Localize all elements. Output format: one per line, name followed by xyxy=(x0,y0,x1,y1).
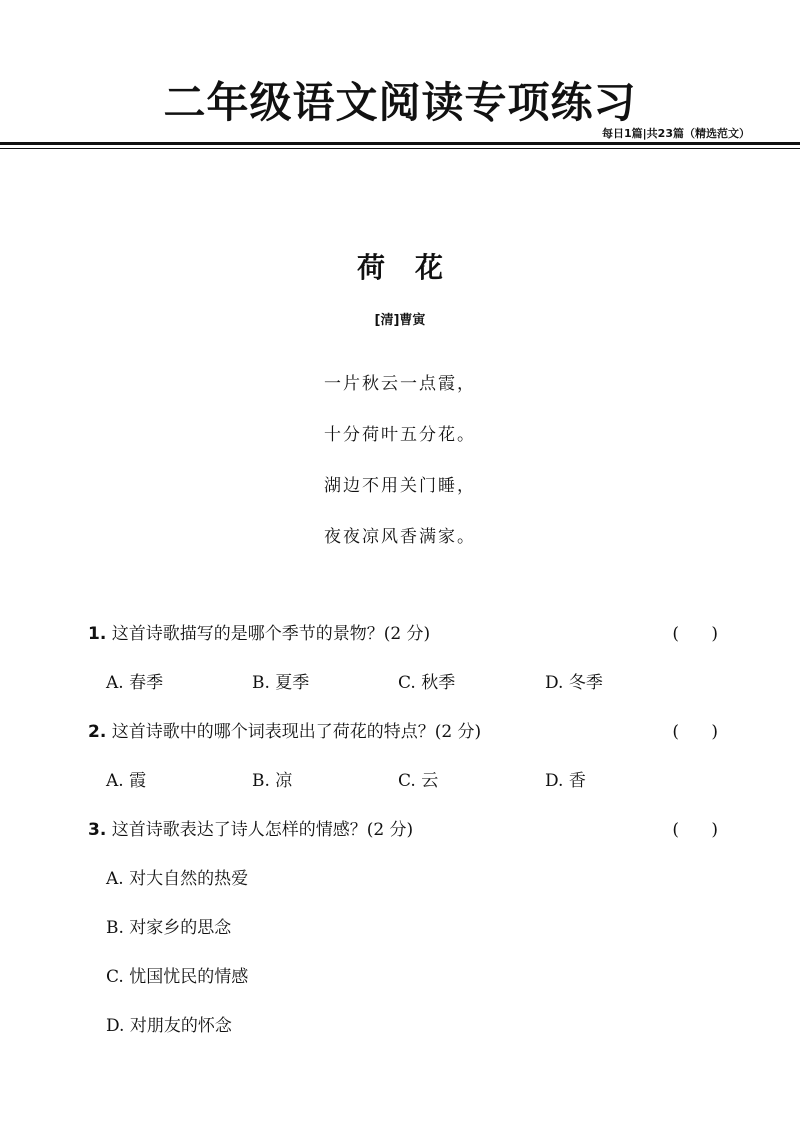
question-text: 这首诗歌描写的是哪个季节的景物？(2 分) xyxy=(111,624,431,644)
question-number: 1. xyxy=(88,624,107,644)
poem-line: 一片秋云一点霞， xyxy=(324,374,476,394)
option-b[interactable]: B. 对家乡的思念 xyxy=(106,918,232,938)
option-c[interactable]: C. 秋季 xyxy=(398,673,456,693)
poem-line: 十分荷叶五分花。 xyxy=(324,425,476,445)
question-number: 3. xyxy=(88,820,107,840)
answer-box[interactable]: ( ) xyxy=(672,820,718,840)
option-a[interactable]: A. 对大自然的热爱 xyxy=(106,869,249,889)
poem-title: 荷花 xyxy=(356,251,473,284)
question-text: 这首诗歌中的哪个词表现出了荷花的特点？(2 分) xyxy=(111,722,482,742)
series-note: 每日1篇|共23篇（精选范文） xyxy=(602,127,750,140)
worksheet-title: 二年级语文阅读专项练习 xyxy=(163,78,637,127)
question-number: 2. xyxy=(88,722,107,742)
question-text: 这首诗歌表达了诗人怎样的情感？(2 分) xyxy=(111,820,414,840)
option-a[interactable]: A. 春季 xyxy=(106,673,164,693)
header-rule-thin xyxy=(0,148,800,149)
option-d[interactable]: D. 冬季 xyxy=(545,673,603,693)
option-d[interactable]: D. 香 xyxy=(545,771,586,791)
header-rule-thick xyxy=(0,142,800,145)
question-2 xyxy=(88,720,728,744)
question-3 xyxy=(88,818,728,842)
option-c[interactable]: C. 云 xyxy=(398,771,439,791)
answer-box[interactable]: ( ) xyxy=(672,722,718,742)
option-c[interactable]: C. 忧国忧民的情感 xyxy=(106,967,249,987)
poem-author: [清]曹寅 xyxy=(374,313,426,328)
answer-box[interactable]: ( ) xyxy=(672,624,718,644)
poem-line: 夜夜凉风香满家。 xyxy=(324,527,476,547)
option-d[interactable]: D. 对朋友的怀念 xyxy=(106,1016,232,1036)
option-b[interactable]: B. 凉 xyxy=(252,771,293,791)
question-1 xyxy=(88,622,728,646)
option-b[interactable]: B. 夏季 xyxy=(252,673,310,693)
poem-line: 湖边不用关门睡， xyxy=(324,476,476,496)
option-a[interactable]: A. 霞 xyxy=(106,771,147,791)
